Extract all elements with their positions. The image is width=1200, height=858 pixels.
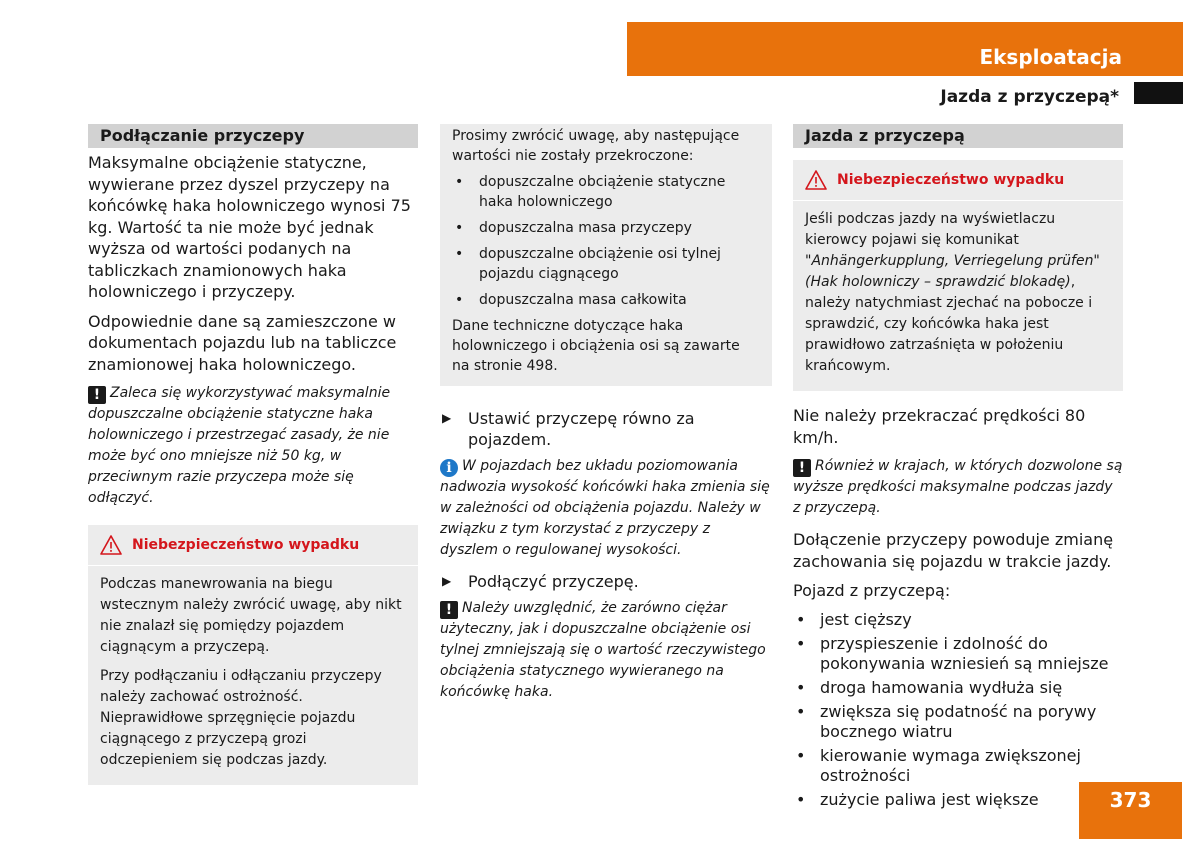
tab-marker [1134,82,1183,104]
list-item: • dopuszczalne obciążenie osi tylnej pojazdu ciągnącego [452,244,760,284]
effects-list [793,610,1123,810]
limits-intro: Prosimy zwrócić uwagę, aby następujące wartości nie zostały przekroczone: [452,128,740,164]
warning-header [805,168,1111,200]
instruction-step [440,571,772,592]
subsection-title: Jazda z przyczepą* [940,87,1119,107]
warning-triangle-icon [100,535,122,555]
caution-note [88,383,418,509]
warning-header [100,533,406,565]
paragraph: Pojazd z przyczepą: [793,581,951,600]
list-item: • kierowanie wymaga zwiększonej ostrożności [793,746,1123,786]
caution-note [793,456,1123,519]
info-icon: i [440,459,458,477]
caution-note [440,598,772,703]
column-2 [440,124,772,713]
list-item: • przyspieszenie i zdolność do pokonywania wzniesień są mniejsze [793,634,1123,674]
section-heading-towing: Jazda z przyczepą [793,124,1123,148]
section-heading-coupling: Podłączanie przyczepy [88,124,418,148]
list-item: • dopuszczalna masa całkowita [452,290,760,310]
caution-note-text: Również w krajach, w których dozwolone są wyższe prędkości maksymalne podczas jazdy z przyczepą. [793,458,1123,516]
list-item: • jest cięższy [793,610,1123,630]
warning-text-part: Jeśli podczas jazdy na wyświetlaczu kierowcy pojawi się komunikat [805,211,1056,248]
list-item: • dopuszczalne obciążenie statyczne haka holowniczego [452,172,760,212]
step-text: Ustawić przyczepę równo za pojazdem. [468,409,695,449]
warning-box [88,525,418,785]
limits-list [452,172,760,310]
warning-text: Przy podłączaniu i odłączaniu przyczepy należy zachować ostrożność. Nieprawidłowe sprzęgnięcie pojazdu ciągnącego z przyczepą grozi odczepieniem się podczas jazdy. [100,668,382,768]
warning-title: Niebezpieczeństwo wypadku [132,537,360,553]
paragraph: Odpowiednie dane są zamieszczone w dokumentach pojazdu lub na tabliczce znamionowej haka holowniczego. [88,311,397,374]
warning-box [793,160,1123,391]
divider [88,565,418,566]
list-item: • droga hamowania wydłuża się [793,678,1123,698]
info-note [440,456,772,561]
paragraph: Maksymalne obciążenie statyczne, wywierane przez dyszel przyczepy na końcówkę haka holowniczego wynosi 75 kg. Wartość ta nie może być jednak wyższa od wartości podanych na tabliczkach znamionowych haka holowniczego i przyczepy. [88,153,411,301]
caution-note-text: Należy uwzględnić, że zarówno ciężar użyteczny, jak i dopuszczalne obciążenie osi tylnej zmniejszają się o wartość rzeczywistego obciążenia statycznego wywieranego na końcówkę haka. [440,600,766,700]
caution-note-text: Zaleca się wykorzystywać maksymalnie dopuszczalne obciążenie statyczne haka holowniczego i przestrzegać zasady, że nie może być ono mniejsze niż 50 kg, w przeciwnym razie przyczepa może się odłączyć. [88,385,391,506]
exclamation-icon: ! [793,459,811,477]
warning-title: Niebezpieczeństwo wypadku [837,172,1065,188]
exclamation-icon: ! [440,601,458,619]
step-text: Podłączyć przyczepę. [468,572,639,591]
warning-triangle-icon [805,170,827,190]
page-number: 373 [1079,782,1182,839]
list-item: • zużycie paliwa jest większe [793,790,1123,810]
warning-text [805,209,1111,377]
display-message-quote: "Anhängerkupplung, Verriegelung prüfen" (Hak holowniczy – sprawdzić blokadę) [805,253,1100,290]
arrow-right-icon: ▶ [442,574,452,588]
section-title: Eksploatacja [979,45,1122,69]
arrow-right-icon: ▶ [442,411,452,425]
column-1 [88,124,418,785]
limits-box [440,124,772,386]
paragraph: Dołączenie przyczepy powoduje zmianę zachowania się pojazdu w trakcie jazdy. [793,530,1114,571]
list-item: • dopuszczalna masa przyczepy [452,218,760,238]
column-3 [793,124,1123,814]
limits-footer: Dane techniczne dotyczące haka holowniczego i obciążenia osi są zawarte na stronie 498. [452,318,740,374]
list-item: • zwiększa się podatność na porywy bocznego wiatru [793,702,1123,742]
warning-text-part: , należy natychmiast zjechać na pobocze i sprawdzić, czy końcówka haka jest prawidłowo zatrzaśnięta w położeniu krańcowym. [805,274,1093,374]
exclamation-icon: ! [88,386,106,404]
info-note-text: W pojazdach bez układu poziomowania nadwozia wysokość końcówki haka zmienia się w zależności od obciążenia pojazdu. Należy w związku z tym korzystać z przyczepy z dyszlem o regulowanej wysokości. [440,458,770,558]
instruction-step [440,408,772,450]
paragraph: Nie należy przekraczać prędkości 80 km/h. [793,406,1086,447]
divider [793,200,1123,201]
warning-text: Podczas manewrowania na biegu wstecznym należy zwrócić uwagę, aby nikt nie znalazł się pomiędzy pojazdem ciągnącym a przyczepą. [100,576,402,655]
